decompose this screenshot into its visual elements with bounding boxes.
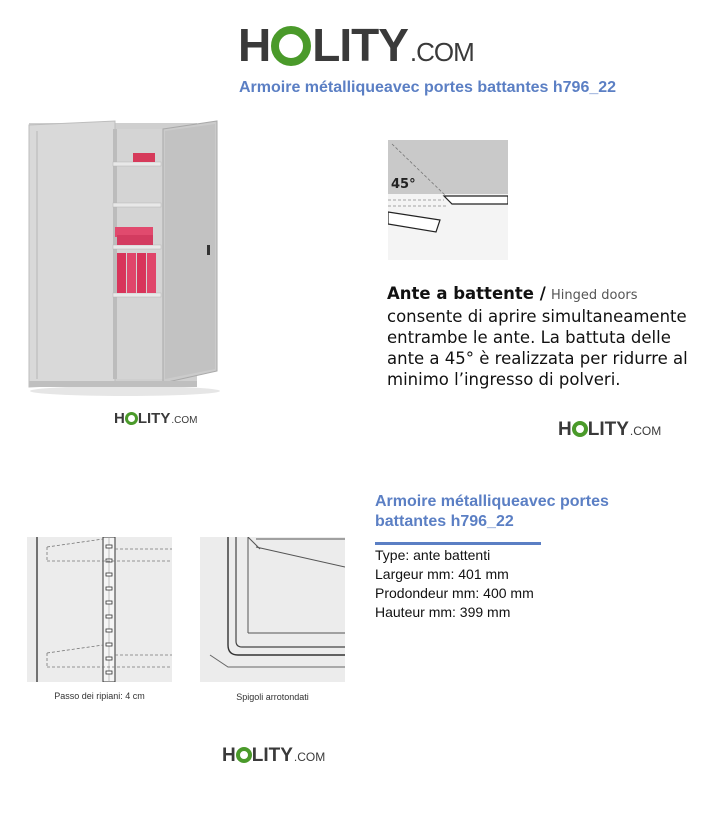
ante-title-en: Hinged doors — [550, 288, 638, 303]
holity-logo-small-1 — [114, 410, 197, 427]
shelf-pitch-caption: Passo dei ripiani: 4 cm — [54, 691, 145, 701]
ante-text-line: minimo l’ingresso di polveri. — [387, 370, 621, 389]
cabinet-product-image — [25, 117, 225, 397]
hinge-diagram — [388, 140, 508, 260]
spec-list — [375, 546, 534, 622]
logo-o-icon — [125, 412, 138, 425]
logo-suffix: .COM — [293, 750, 326, 764]
logo-o-icon — [572, 421, 588, 437]
spec-item-height: Hauteur mm: 399 mm — [375, 604, 511, 620]
holity-logo-small-2 — [558, 419, 661, 441]
holity-logo-main — [238, 18, 474, 72]
logo-text-left: H — [114, 410, 125, 427]
logo-text-left: H — [222, 745, 236, 766]
rounded-edges-image — [200, 537, 345, 682]
logo-text-right: LITY — [312, 19, 408, 71]
spec-title-underline — [375, 542, 541, 545]
logo-suffix: .COM — [171, 415, 198, 426]
shelf-pitch-image — [27, 537, 172, 682]
logo-text-left: H — [238, 19, 271, 71]
angle-label: 45° — [391, 177, 416, 192]
spec-item-depth: Prodondeur mm: 400 mm — [375, 585, 534, 601]
hinged-doors-description — [387, 283, 707, 390]
ante-title-line — [387, 283, 707, 306]
spec-title: Armoire métalliqueavec portes battantes h796_22 — [375, 493, 609, 530]
logo-text-right: LITY — [137, 410, 171, 427]
spec-item-type: Type: ante battenti — [375, 547, 491, 563]
ante-text-line: consente di aprire simultaneamente — [387, 307, 687, 326]
page-title: Armoire métalliqueavec portes battantes h796_22 — [239, 79, 617, 96]
logo-suffix: .COM — [629, 424, 662, 438]
holity-logo-small-3 — [222, 745, 325, 767]
ante-title: Ante a battente / — [387, 284, 546, 303]
logo-o-icon — [271, 26, 311, 66]
ante-text-line: ante a 45° è realizzata per ridurre al — [387, 349, 688, 368]
logo-text-left: H — [558, 419, 572, 440]
ante-text-line: entrambe le ante. La battuta delle — [387, 328, 671, 347]
rounded-edges-caption: Spigoli arrotondati — [236, 692, 309, 702]
logo-text-right: LITY — [587, 419, 629, 440]
logo-suffix: .COM — [409, 37, 474, 67]
logo-text-right: LITY — [251, 745, 293, 766]
logo-o-icon — [236, 747, 252, 763]
spec-item-width: Largeur mm: 401 mm — [375, 566, 509, 582]
